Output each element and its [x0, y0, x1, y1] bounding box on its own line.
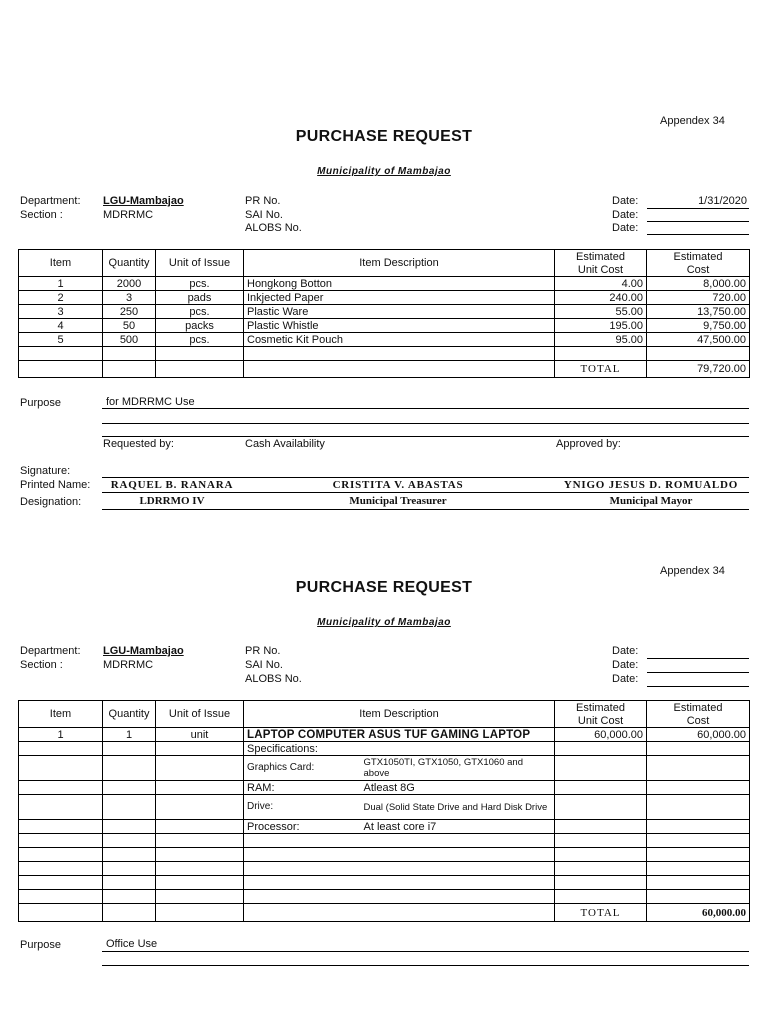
spec-row [19, 756, 750, 781]
table-header [19, 701, 750, 715]
cost-cell: 720.00 [647, 291, 750, 305]
col-header-cost: Cost [647, 263, 750, 277]
sai-no-label: SAI No. [245, 659, 283, 671]
department-value: LGU-Mambajao [103, 195, 184, 207]
unit-cost-cell: 95.00 [555, 333, 647, 347]
total-row [19, 904, 750, 922]
date-label: Date: [612, 659, 639, 671]
municipality-name: Municipality of Mambajao [317, 617, 451, 628]
requested-by-label: Requested by: [103, 438, 174, 450]
purpose-line [102, 951, 749, 952]
table-row [19, 319, 750, 333]
unit-cell: packs [156, 319, 244, 333]
date-line [647, 658, 749, 659]
total-row [19, 361, 750, 378]
purpose-label: Purpose [20, 397, 61, 409]
date-label: Date: [612, 645, 639, 657]
unit-cell: pcs. [156, 305, 244, 319]
quantity-cell: 3 [103, 291, 156, 305]
printed-name-line [102, 492, 749, 493]
spec-key: RAM: [244, 781, 361, 795]
table-row [19, 305, 750, 319]
requester-designation: LDRRMO IV [139, 495, 205, 507]
spec-value: At least core i7 [361, 820, 555, 834]
printed-name-label: Printed Name: [20, 479, 91, 491]
purpose-value: Office Use [106, 938, 158, 950]
purpose-line [102, 423, 749, 424]
col-header-est-unit: Estimated [555, 250, 647, 264]
empty-row [19, 834, 750, 848]
treasurer-designation: Municipal Treasurer [349, 495, 447, 507]
unit-cost-cell: 55.00 [555, 305, 647, 319]
alobs-no-label: ALOBS No. [245, 673, 302, 685]
date-label: Date: [612, 673, 639, 685]
spec-row [19, 820, 750, 834]
table-row [19, 742, 750, 756]
col-header-unit-cost: Unit Cost [555, 263, 647, 277]
items-table [18, 700, 750, 922]
unit-cost-cell: 60,000.00 [555, 728, 647, 742]
empty-row [19, 848, 750, 862]
item-cell: 2 [19, 291, 103, 305]
table-row [19, 277, 750, 291]
spec-key: Drive: [244, 795, 361, 820]
section-label: Section : [20, 659, 63, 671]
description-cell: Inkjected Paper [244, 291, 555, 305]
col-header-description: Item Description [244, 250, 555, 277]
unit-cell: unit [156, 728, 244, 742]
department-label: Department: [20, 645, 81, 657]
department-value: LGU-Mambajao [103, 645, 184, 657]
cost-cell: 13,750.00 [647, 305, 750, 319]
col-header-quantity: Quantity [103, 250, 156, 277]
signature-label: Signature: [20, 465, 71, 477]
col-header-quantity: Quantity [103, 701, 156, 728]
empty-row [19, 347, 750, 361]
empty-row [19, 890, 750, 904]
purpose-line [102, 408, 749, 409]
unit-cost-cell: 195.00 [555, 319, 647, 333]
mayor-name: YNIGO JESUS D. ROMUALDO [563, 479, 739, 491]
treasurer-name: CRISTITA V. ABASTAS [332, 479, 464, 491]
unit-cell: pcs. [156, 277, 244, 291]
unit-cost-cell: 4.00 [555, 277, 647, 291]
appendix-label: Appendex 34 [660, 565, 725, 577]
spec-key: Graphics Card: [244, 756, 361, 781]
purpose-label: Purpose [20, 939, 61, 951]
date-label: Date: [612, 209, 639, 221]
municipality-name: Municipality of Mambajao [317, 166, 451, 177]
table-row [19, 728, 750, 742]
description-cell: Cosmetic Kit Pouch [244, 333, 555, 347]
cost-cell: 8,000.00 [647, 277, 750, 291]
form-title: PURCHASE REQUEST [295, 128, 473, 145]
pr-no-label: PR No. [245, 195, 281, 207]
date-value: 1/31/2020 [698, 195, 747, 207]
appendix-label: Appendex 34 [660, 115, 725, 127]
alobs-no-label: ALOBS No. [245, 222, 302, 234]
date-label: Date: [612, 222, 639, 234]
total-label: TOTAL [555, 361, 647, 378]
quantity-cell: 1 [103, 728, 156, 742]
item-cell: 1 [19, 277, 103, 291]
col-header-est-cost: Estimated [647, 701, 750, 715]
description-cell: Plastic Ware [244, 305, 555, 319]
date-line [647, 234, 749, 235]
col-header-unit-cost: Unit Cost [555, 714, 647, 728]
col-header-cost: Cost [647, 714, 750, 728]
quantity-cell: 2000 [103, 277, 156, 291]
col-header-est-unit: Estimated [555, 701, 647, 715]
date-line [647, 672, 749, 673]
date-line [647, 208, 749, 209]
section-value: MDRRMC [103, 659, 154, 671]
mayor-designation: Municipal Mayor [609, 495, 693, 507]
unit-cell: pcs. [156, 333, 244, 347]
sai-no-label: SAI No. [245, 209, 283, 221]
table-header [19, 250, 750, 264]
item-cell: 3 [19, 305, 103, 319]
spec-row [19, 795, 750, 820]
empty-row [19, 876, 750, 890]
spec-value: Atleast 8G [361, 781, 555, 795]
designation-line [102, 509, 749, 510]
cost-cell: 9,750.00 [647, 319, 750, 333]
quantity-cell: 50 [103, 319, 156, 333]
cost-cell: 60,000.00 [647, 728, 750, 742]
total-value: 60,000.00 [647, 904, 750, 922]
col-header-unit: Unit of Issue [156, 701, 244, 728]
date-label: Date: [612, 195, 639, 207]
item-cell: 5 [19, 333, 103, 347]
requester-name: RAQUEL B. RANARA [110, 479, 234, 491]
item-cell: 4 [19, 319, 103, 333]
col-header-item: Item [19, 701, 103, 728]
spec-row [19, 781, 750, 795]
unit-cost-cell: 240.00 [555, 291, 647, 305]
col-header-description: Item Description [244, 701, 555, 728]
cash-availability-label: Cash Availability [245, 438, 325, 450]
items-table [18, 249, 750, 378]
date-line [647, 221, 749, 222]
spec-key: Processor: [244, 820, 361, 834]
purpose-line [102, 436, 749, 437]
quantity-cell: 250 [103, 305, 156, 319]
item-cell: 1 [19, 728, 103, 742]
empty-row [19, 862, 750, 876]
col-header-unit: Unit of Issue [156, 250, 244, 277]
section-value: MDRRMC [103, 209, 154, 221]
specifications-label: Specifications: [244, 742, 555, 756]
department-label: Department: [20, 195, 81, 207]
table-row [19, 333, 750, 347]
col-header-item: Item [19, 250, 103, 277]
section-label: Section : [20, 209, 63, 221]
description-cell: Plastic Whistle [244, 319, 555, 333]
date-line [647, 686, 749, 687]
approved-by-label: Approved by: [556, 438, 621, 450]
signature-line [102, 477, 749, 478]
table-row [19, 291, 750, 305]
description-cell: Hongkong Botton [244, 277, 555, 291]
cost-cell: 47,500.00 [647, 333, 750, 347]
description-cell: LAPTOP COMPUTER ASUS TUF GAMING LAPTOP [244, 728, 555, 742]
total-value: 79,720.00 [647, 361, 750, 378]
total-label: TOTAL [555, 904, 647, 922]
purpose-line [102, 965, 749, 966]
pr-no-label: PR No. [245, 645, 281, 657]
quantity-cell: 500 [103, 333, 156, 347]
col-header-est-cost: Estimated [647, 250, 750, 264]
purpose-value: for MDRRMC Use [106, 396, 195, 408]
spec-value: GTX1050TI, GTX1050, GTX1060 and above [361, 756, 555, 781]
form-title: PURCHASE REQUEST [295, 579, 473, 596]
unit-cell: pads [156, 291, 244, 305]
designation-label: Designation: [20, 496, 82, 508]
spec-value: Dual (Solid State Drive and Hard Disk Drive [361, 795, 555, 820]
